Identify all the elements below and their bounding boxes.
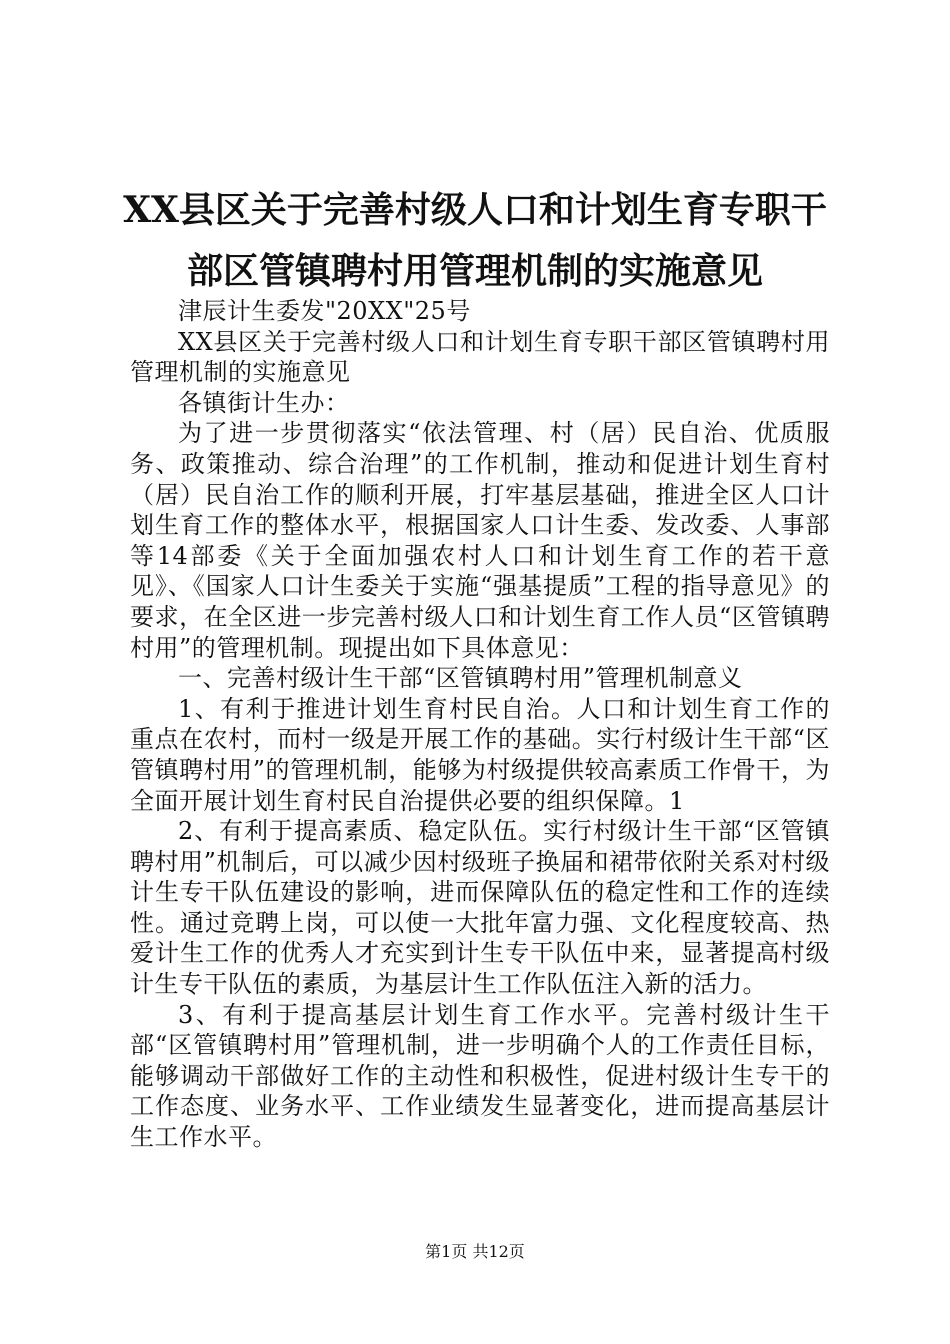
section-heading: 一、完善村级计生干部“区管镇聘村用”管理机制意义 (178, 664, 743, 693)
document-subtitle: XX县区关于完善村级人口和计划生育专职干部区管镇聘村用管理机制的实施意见 (130, 327, 830, 387)
body-paragraph-3: 3、有利于提高基层计划生育工作水平。完善村级计生干部“区管镇聘村用”管理机制，进一步明确个人的工作责任目标，能够调动干部做好工作的主动性和积极性，促进村级计生专干的工作态度、业务水平、工作业绩发生显著变化，进而提高基层计生工作水平。 (130, 1000, 830, 1152)
intro-paragraph: 为了进一步贯彻落实“依法管理、村（居）民自治、优质服务、政策推动、综合治理”的工作机制，推动和促进计划生育村（居）民自治工作的顺利开展，打牢基层基础，推进全区人口计划生育工作的整体水平，根据国家人口计生委、发改委、人事部等14部委《关于全面加强农村人口和计划生育工作的若干意见》、《国家人口计生委关于实施“强基提质”工程的指导意见》的要求，在全区进一步完善村级人口和计划生育工作人员“区管镇聘村用”的管理机制。现提出如下具体意见： (130, 419, 830, 662)
addressee: 各镇街计生办： (178, 388, 350, 417)
document-number: 津辰计生委发"20XX"25号 (178, 297, 471, 325)
body-paragraph-2: 2、有利于提高素质、稳定队伍。实行村级计生干部“区管镇聘村用”机制后，可以减少因村级班子换届和裙带依附关系对村级计生专干队伍建设的影响，进而保障队伍的稳定性和工作的连续性。通过竞聘上岗，可以使一大批年富力强、文化程度较高、热爱计生工作的优秀人才充实到计生专干队伍中来，显著提高村级计生专干队伍的素质，为基层计生工作队伍注入新的活力。 (130, 817, 830, 999)
document-title: XX县区关于完善村级人口和计划生育专职干部区管镇聘村用管理机制的实施意见 (123, 189, 827, 292)
page-footer: 第1页 共12页 (425, 1242, 525, 1261)
document-body (130, 296, 830, 1153)
body-paragraph-1: 1、有利于推进计划生育村民自治。人口和计划生育工作的重点在农村，而村一级是开展工作的基础。实行村级计生干部“区管镇聘村用”的管理机制，能够为村级提供较高素质工作骨干，为全面开展计划生育村民自治提供必要的组织保障。1 (130, 694, 830, 815)
